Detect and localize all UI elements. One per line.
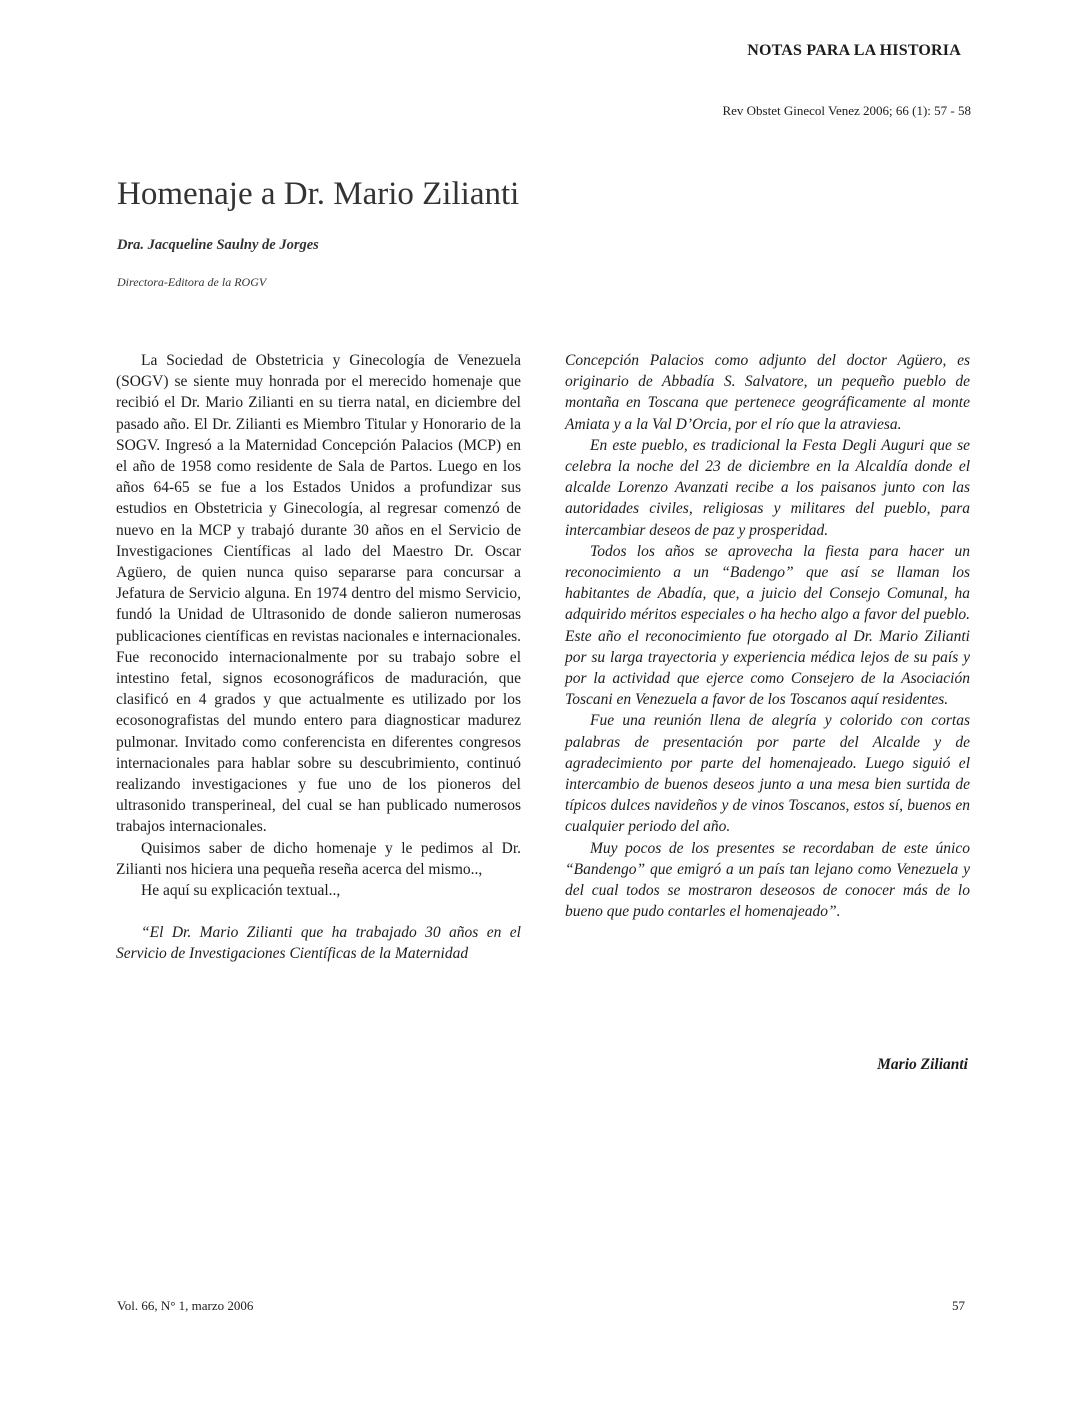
body-paragraph: La Sociedad de Obstetricia y Ginecología de Venezuela (SOGV) se siente muy honrada por el merecido homenaje que recibió el Dr. Mario Zilianti en su tierra natal, en diciembre del pasado año. El Dr. Zilianti es Miembro Titular y Honorario de la SOGV. Ingresó a la Maternidad Concepción Palacios (MCP) en el año de 1958 como residente de Sala de Partos. Luego en los años 64-65 se fue a los Estados Unidos a profundizar sus estudios en Obstetricia y Ginecología, al regresar comenzó de nuevo en la MCP y trabajó durante 30 años en el Servicio de Investigaciones Científicas al lado del Maestro Dr. Oscar Agüero, de quien nunca quiso separarse para concursar a Jefatura de Servicio alguna. En 1974 dentro del mismo Servicio, fundó la Unidad de Ultrasonido de donde salieron numerosas publicaciones científicas en revistas nacionales e internacionales. Fue reconocido internacionalmente por su trabajo sobre el intestino fetal, signos ecosonográficos de maduración, que clasificó en 4 grados y que actualmente es utilizado por los ecosonografistas del mundo entero para diagnosticar madurez pulmonar. Invitado como conferencista en diferentes congresos internacionales para hablar sobre su descubrimiento, continuó realizando investigaciones y fue uno de los pioneros del ultrasonido transperineal, del cual se han publicado numerosos trabajos internacionales. — [116, 352, 521, 836]
left-column — [116, 350, 521, 965]
body-paragraph: He aquí su explicación textual.., — [141, 882, 341, 900]
article-author: Dra. Jacqueline Saulny de Jorges — [117, 237, 319, 253]
quote-paragraph: “El Dr. Mario Zilianti que ha trabajado 30 años en el Servicio de Investigaciones Científicas de la Maternidad — [116, 924, 521, 963]
quote-paragraph: Fue una reunión llena de alegría y colorido con cortas palabras de presentación por parte del Alcalde y de agradecimiento por parte del homenajeado. Luego siguió el intercambio de buenos deseos junto a una mesa bien surtida de típicos dulces navideños y de vinos Toscanos, estos sí, buenos en cualquier periodo del año. — [565, 712, 970, 836]
body-paragraph: Quisimos saber de dicho homenaje y le pedimos al Dr. Zilianti nos hiciera una pequeña reseña acerca del mismo.., — [116, 839, 521, 878]
quote-paragraph: En este pueblo, es tradicional la Festa Degli Auguri que se celebra la noche del 23 de diciembre en la Alcaldía donde el alcalde Lorenzo Avanzati recibe a los paisanos junto con las autoridades civiles, religiosas y militares del pueblo, para intercambiar deseos de paz y prosperidad. — [565, 436, 970, 539]
article-title: Homenaje a Dr. Mario Zilianti — [117, 176, 520, 212]
author-affiliation: Directora-Editora de la ROGV — [117, 275, 267, 289]
quote-paragraph: Muy pocos de los presentes se recordaban de este único “Bandengo” que emigró a un país tan lejano como Venezuela y del cual todos se mostraron deseosos de conocer más de lo bueno que pudo contarles el homenajeado”. — [565, 839, 970, 921]
quote-paragraph: Todos los años se aprovecha la fiesta para hacer un reconocimiento a un “Badengo” que así se llaman los habitantes de Abadía, que, a juicio del Consejo Comunal, ha adquirido méritos especiales o ha hecho algo a favor del pueblo. Este año el reconocimiento fue otorgado al Dr. Mario Zilianti por su larga trayectoria y experiencia médica lejos de su país y por la actividad que ejerce como Consejero de la Asociación Toscani en Venezuela a favor de los Toscanos aquí residentes. — [565, 542, 970, 709]
right-column — [565, 350, 970, 922]
journal-citation: Rev Obstet Ginecol Venez 2006; 66 (1): 57 - 58 — [722, 103, 971, 118]
quote-paragraph: Concepción Palacios como adjunto del doctor Agüero, es originario de Abbadía S. Salvatore, un pequeño pueblo de montaña en Toscana que pertenece geográficamente al monte Amiata y a la Val D’Orcia, por el río que la atraviesa. — [565, 352, 970, 433]
signature: Mario Zilianti — [877, 1056, 968, 1073]
page-number: 57 — [952, 1298, 965, 1313]
footer-volume: Vol. 66, N° 1, marzo 2006 — [117, 1298, 254, 1313]
section-label: NOTAS PARA LA HISTORIA — [747, 42, 961, 59]
